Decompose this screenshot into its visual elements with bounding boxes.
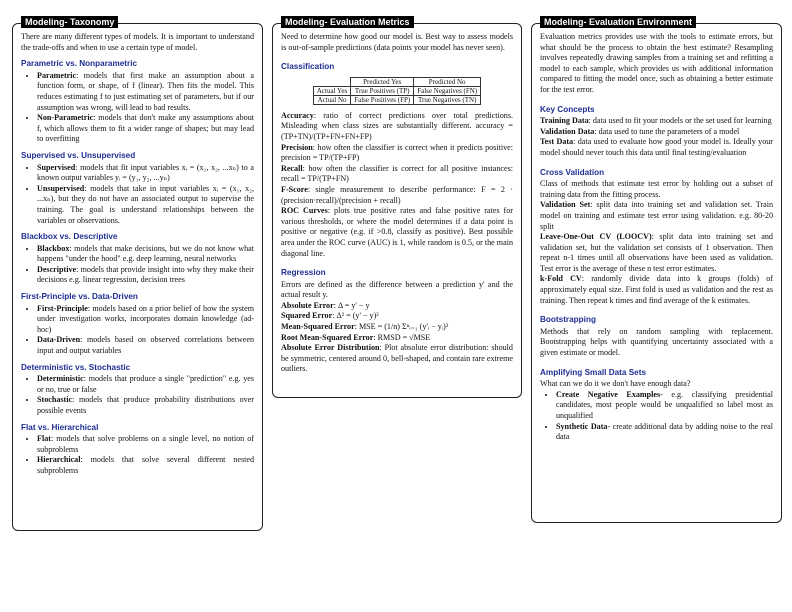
section-heading: Supervised vs. Unsupervised: [21, 150, 136, 160]
panel-title: Modeling- Evaluation Environment: [540, 16, 696, 28]
table-cell: False Positives (FP): [351, 95, 414, 104]
cv-intro: Class of methods that estimate test error by holding out a subset of training data from the fitting process.: [540, 179, 773, 199]
list-item: • Descriptive: models that provide insight into why they make their decisions e.g. linear regression, decision trees: [37, 265, 254, 286]
section-heading: Parametric vs. Nonparametric: [21, 59, 138, 69]
section-heading: Deterministic vs. Stochastic: [21, 362, 131, 372]
cv-item: Leave-One-Out CV (LOOCV): split data into training set and validation set, but the validation set consists of 1 observation. Then repeat n-1 times until all observations have been used as validation. Test error is the average of these n test error estimates.: [540, 232, 773, 273]
metric-absolute-error: Absolute Error: Δ = y' − y: [281, 300, 370, 310]
list-item: • Blackbox: models that make decisions, but we do not know what happens "under the hood" e.g. deep learning, neural networks: [37, 244, 254, 265]
bootstrapping-text: Methods that rely on random sampling with replacement. Bootstrapping helps with quantifying uncertainty associated with a given estimate or model.: [540, 326, 773, 358]
row-label: Actual No: [313, 95, 350, 104]
section-heading: Blackbox vs. Descriptive: [21, 232, 118, 242]
metric-mse: Mean-Squared Error: MSE = (1/n) Σⁿᵢ₌₁ (y'ᵢ − yᵢ)²: [281, 322, 449, 332]
intro-text: Need to determine how good our model is. Best way to assess models is out-of-sample predictions (data points your model has never seen).: [281, 32, 513, 52]
section-heading: Regression: [281, 268, 326, 278]
list-item: • Parametric: models that first make an assumption about a function form, or shape, of f (linear). Then fits the model. This reduces estimating f to just estimating set of parameters, but if our assumption was wrong, will lead to bad results.: [37, 71, 254, 113]
table-header: Predicted Yes: [351, 77, 414, 86]
section-heading: Cross Validation: [540, 167, 605, 177]
taxonomy-panel: [12, 17, 263, 531]
section-heading: Bootstrapping: [540, 315, 596, 325]
table-cell: [313, 77, 350, 86]
bullet-list: [21, 244, 254, 286]
table-cell: True Negatives (TN): [414, 95, 481, 104]
metric-rmse: Root Mean-Squared Error: RMSD = √MSE: [281, 332, 431, 342]
intro-text: Evaluation metrics provides use with the tools to estimate errors, but what should be the process to obtain the best estimate? Resampling involves repeatedly drawing samples from a training set and refitting a model to each sample, which provides us with additional information compared to fitting the model once, such as obtaining a better estimate for the test error.: [540, 32, 773, 94]
metric-error-distribution: Absolute Error Distribution: Plot absolute error distribution: should be symmetric, centered around 0, bell-shaped, and contain rare extreme outliers.: [281, 343, 513, 374]
metric-squared-error: Squared Error: Δ² = (y' − y)²: [281, 311, 379, 321]
bullet-list: [21, 304, 254, 357]
list-item: • Unsupervised: models that take in input variables xᵢ = (x₁, x₂, ...xₙ), but they do not have an associated output to supervise the training. The goal is understand relationships between the variables or observations.: [37, 184, 254, 226]
table-cell: True Positives (TP): [351, 86, 414, 95]
table-header: Predicted No: [414, 77, 481, 86]
metric-recall: Recall: how often the classifier is correct for all positive instances: recall = TP/(TP+FN): [281, 163, 513, 184]
section-heading: Key Concepts: [540, 104, 595, 114]
list-item: • Deterministic: models that produce a single "prediction" e.g. yes or no, true or false: [37, 374, 254, 395]
list-item: • Data-Driven: models based on observed correlations between input and output variables: [37, 335, 254, 356]
evaluation-metrics-panel: [272, 17, 522, 398]
section-heading: Amplifying Small Data Sets: [540, 367, 647, 377]
section-heading: Flat vs. Hierarchical: [21, 422, 99, 432]
section-heading: First-Principle vs. Data-Driven: [21, 292, 138, 302]
metric-roc: ROC Curves: plots true positive rates and false positive rates for various thresholds, or where the model determines if a data point is positive or negative (e.g. if >0.8, classify as positive). Best possible area under the ROC curve (AUC) is 1, while random is 0.5, or the main diagonal line.: [281, 206, 513, 258]
list-item: • Non-Parametric: models that don't make any assumptions about f, which allows them to fit a wider range of shapes; but may lead to overfitting: [37, 113, 254, 145]
bullet-list: [540, 390, 773, 443]
concept-item: Validation Data: data used to tune the parameters of a model: [540, 126, 740, 136]
table-cell: False Negatives (FN): [414, 86, 481, 95]
panel-title: Modeling- Evaluation Metrics: [281, 16, 414, 28]
list-item: • Synthetic Data- create additional data by adding noise to the real data: [556, 422, 773, 443]
bullet-list: [21, 374, 254, 416]
bullet-list: [21, 163, 254, 227]
bullet-list: [21, 71, 254, 145]
section-heading: Classification: [281, 62, 335, 72]
concept-item: Test Data: data used to evaluate how good your model is. Ideally your model should never touch this data until final testing/evaluation: [540, 137, 773, 157]
metric-fscore: F-Score: single measurement to describe performance: F = 2 · (precision·recall)/(precision + recall): [281, 184, 513, 205]
panel-title: Modeling- Taxonomy: [21, 16, 118, 28]
cv-item: Validation Set: split data into training set and validation set. Train model on training and estimate test error using validation. e.g. 80-20 split: [540, 200, 774, 231]
metric-precision: Precision: how often the classifier is correct when it predicts positive: precision = TP/(TP+FP): [281, 142, 513, 163]
list-item: • Hierarchical: models that solve several different nested subproblems: [37, 455, 254, 476]
list-item: • First-Principle: models based on a prior belief of how the system under investigation works, incorporates domain knowledge (ad-hoc): [37, 304, 254, 336]
confusion-matrix: [313, 77, 481, 105]
cv-item: k-Fold CV: randomly divide data into k groups (folds) of approximately equal size. First fold is used as validation and the rest as training. Then repeat k times and find average of the k estimates.: [540, 274, 773, 305]
row-label: Actual Yes: [313, 86, 350, 95]
bullet-list: [21, 434, 254, 476]
evaluation-environment-panel: [531, 17, 782, 523]
intro-text: There are many different types of models. It is important to understand the trade-offs and when to use a certain type of model.: [21, 32, 254, 52]
regression-intro: Errors are defined as the difference between a prediction y' and the actual result y.: [281, 279, 513, 300]
list-item: • Stochastic: models that produce probability distributions over possible events: [37, 395, 254, 416]
metric-accuracy: Accuracy: ratio of correct predictions over total predictions. Misleading when class sizes are substantially different. accuracy = (TP+TN)/(TP+FN+FN+FP): [281, 110, 513, 141]
list-item: • Create Negative Examples- e.g. classifying presidential candidates, most people would be unqualified so label most as unqualified: [556, 390, 773, 422]
list-item: • Supervised: models that fit input variables xᵢ = (x₁, x₂, ...xₙ) to a known output variables yᵢ = (y₁, y₂, ...yₙ): [37, 163, 254, 184]
amplify-intro: What can we do it we don't have enough data?: [540, 379, 691, 389]
list-item: • Flat: models that solve problems on a single level, no notion of subproblems: [37, 434, 254, 455]
concept-item: Training Data: data used to fit your models or the set used for learning: [540, 116, 772, 126]
